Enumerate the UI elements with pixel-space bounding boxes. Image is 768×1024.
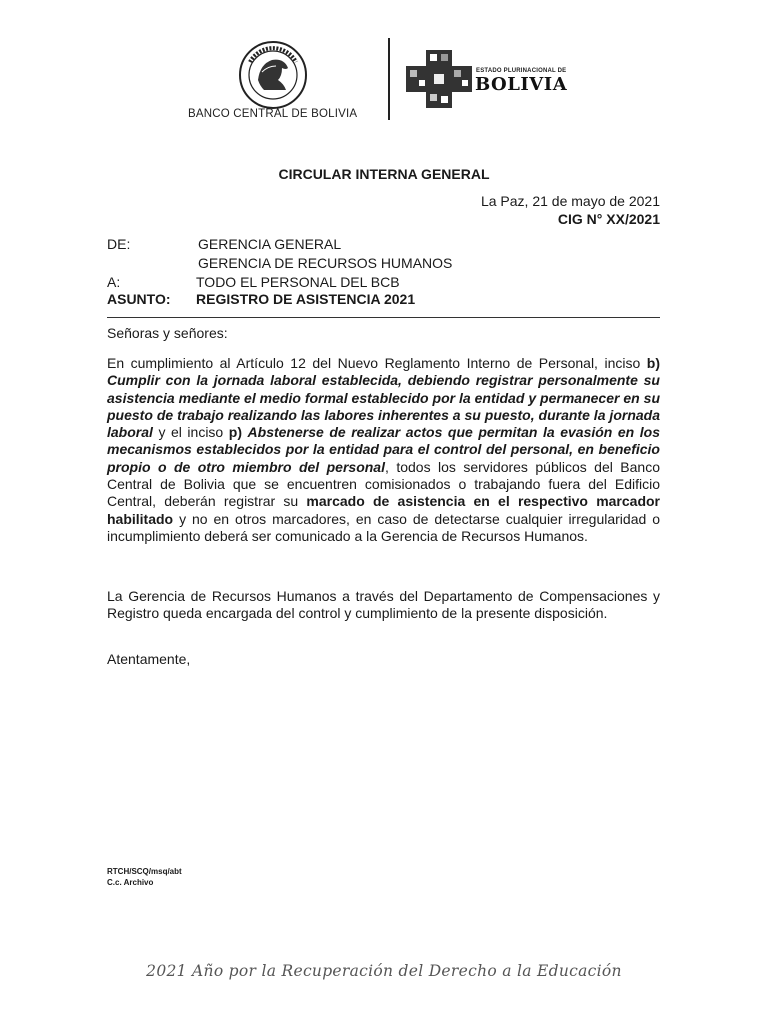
- a-value: TODO EL PERSONAL DEL BCB: [196, 274, 400, 290]
- inciso-b-text: Cumplir con la jornada laboral establecida, debiendo registrar personalmente su asistencia mediante el medio formal establecido por la entidad y permanecer en su puesto de trabajo realizando las labores inherentes a su puesto, durante la jornada laboral: [107, 372, 660, 441]
- de-row: [107, 236, 342, 252]
- document-date: La Paz, 21 de mayo de 2021: [480, 193, 660, 209]
- p1-intro: En cumplimiento al Artículo 12 del Nuevo Reglamento Interno de Personal, inciso: [107, 355, 647, 371]
- closing: Atentamente,: [107, 651, 191, 667]
- cc-line: C.c. Archivo: [107, 878, 154, 887]
- inciso-b-label: b): [646, 355, 660, 371]
- de-value-1: GERENCIA GENERAL: [198, 236, 342, 252]
- estado-plurinacional-label: ESTADO PLURINACIONAL DE: [476, 68, 567, 74]
- bolivia-state-emblem: [404, 48, 474, 110]
- p1-connector: y el inciso: [152, 424, 229, 441]
- reference-initials: RTCH/SCQ/msq/abt: [107, 867, 182, 876]
- circular-number: CIG N° XX/2021: [557, 211, 660, 227]
- inciso-p-text: Abstenerse de realizar actos que permitan la evasión en los mecanismos establecidos por la entidad para el control del personal, en beneficio propio o de otro miembro del personal: [107, 424, 660, 475]
- header-rule: [107, 317, 660, 318]
- bank-name: BANCO CENTRAL DE BOLIVIA: [188, 108, 358, 120]
- inciso-p-label: p): [228, 424, 248, 441]
- a-label: A:: [107, 274, 121, 290]
- de-value-2: GERENCIA DE RECURSOS HUMANOS: [198, 255, 453, 271]
- a-row: [107, 274, 400, 290]
- asunto-label: ASUNTO:: [107, 291, 171, 307]
- asunto-value: REGISTRO DE ASISTENCIA 2021: [196, 291, 416, 307]
- greeting: Señoras y señores:: [107, 325, 228, 341]
- de-row-2: [107, 255, 453, 271]
- bolivia-wordmark: BOLIVIA: [475, 74, 568, 95]
- de-label: DE:: [107, 236, 131, 252]
- header-divider: [388, 38, 390, 120]
- document-title: CIRCULAR INTERNA GENERAL: [278, 166, 490, 182]
- reference-block: [107, 866, 182, 888]
- asunto-row: [107, 291, 416, 307]
- bold-phrase: marcado de asistencia en el respectivo marcador habilitado: [107, 493, 660, 527]
- paragraph-1: [107, 355, 660, 545]
- paragraph-2: La Gerencia de Recursos Humanos a través del Departamento de Compensaciones y Registro queda encargada del control y cumplimiento de la presente disposición.: [107, 588, 660, 622]
- footer-motto: 2021 Año por la Recuperación del Derecho a la Educación: [146, 962, 622, 980]
- p1-middle: , todos los servidores públicos del Banco Central de Bolivia que se encuentren comisionados o trabajando fuera del Edificio Central, deberán registrar su: [107, 458, 660, 510]
- p1-end: y no en otros marcadores, en caso de detectarse cualquier irregularidad o incumplimiento deberá ser comunicado a la Gerencia de Recursos Humanos.: [107, 510, 660, 544]
- bcb-seal-logo: [238, 40, 308, 110]
